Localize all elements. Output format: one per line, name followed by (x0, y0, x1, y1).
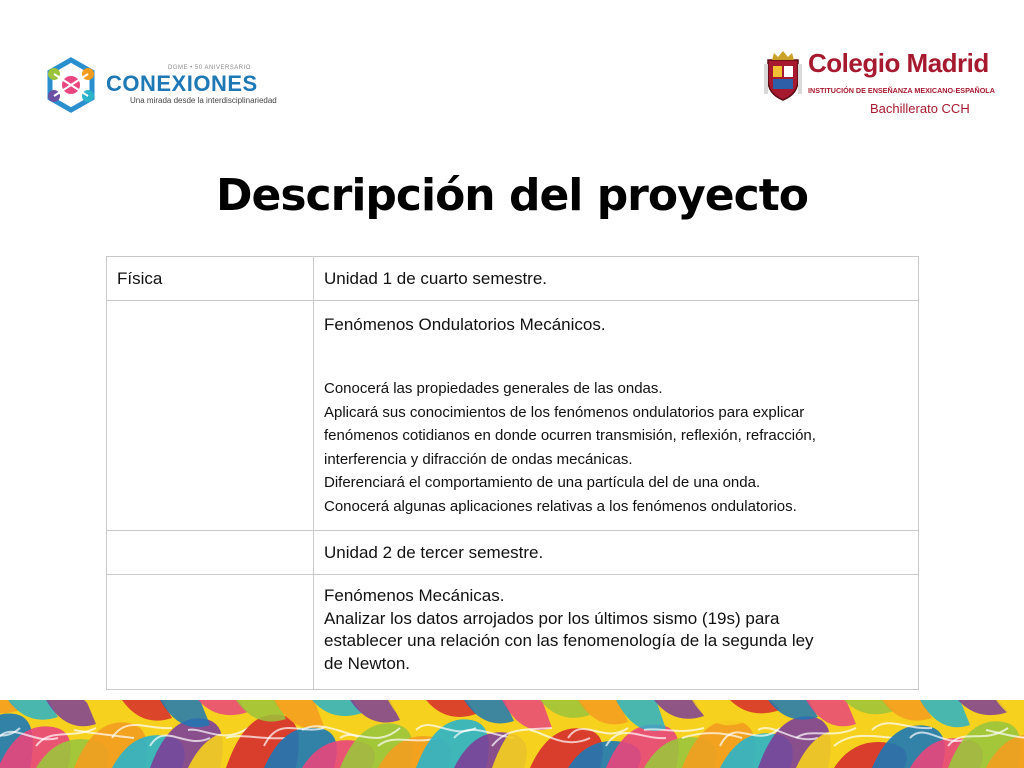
objective-line: Conocerá algunas aplicaciones relativas a los fenómenos ondulatorios. (324, 497, 797, 515)
table-row (107, 575, 919, 690)
unit-cell: Unidad 2 de tercer semestre. (314, 531, 919, 575)
description-line: Fenómenos Mecánicas. (324, 586, 505, 605)
table-row (107, 301, 919, 531)
description-line: de Newton. (324, 653, 410, 673)
table-row (107, 531, 919, 575)
subject-cell: Física (107, 257, 314, 301)
empty-cell (107, 301, 314, 531)
description-line: establecer una relación con las fenomenología de la segunda ley (324, 631, 814, 650)
topic-heading: Fenómenos Ondulatorios Mecánicos. (324, 315, 606, 334)
project-description-table (106, 256, 919, 690)
objective-line: Diferenciará el comportamiento de una partícula del de una onda. (324, 474, 761, 491)
unit-description-cell (314, 301, 919, 531)
colegio-name: Colegio Madrid (808, 48, 989, 78)
objective-line: fenómenos cotidianos en donde ocurren transmisión, reflexión, refracción, (324, 427, 816, 444)
conexiones-subtitle: Una mirada desde la interdisciplinariedad (130, 96, 277, 105)
unit-cell: Unidad 1 de cuarto semestre. (314, 257, 919, 301)
colegio-madrid-logo (762, 48, 995, 120)
table-row (107, 257, 919, 301)
empty-cell (107, 575, 314, 690)
conexiones-tagline: DGME • 50 ANIVERSARIO (168, 65, 251, 71)
description-line: Analizar los datos arrojados por los últimos sismo (19s) para (324, 608, 780, 628)
page-title: Descripción del proyecto (216, 170, 808, 221)
conexiones-name: CONEXIONES (106, 71, 258, 96)
colegio-program: Bachillerato CCH (870, 101, 970, 116)
colegio-institution: INSTITUCIÓN DE ENSEÑANZA MEXICANO-ESPAÑOLA (808, 86, 995, 95)
coat-of-arms-icon (762, 50, 804, 102)
conexiones-logo (40, 55, 275, 115)
empty-cell (107, 531, 314, 575)
objective-line: interferencia y difracción de ondas mecánicas. (324, 450, 633, 468)
objective-line: Conocerá las propiedades generales de las ondas. (324, 380, 663, 397)
decorative-band (0, 700, 1024, 768)
conexiones-emblem-icon (40, 57, 102, 113)
objective-line: Aplicará sus conocimientos de los fenómenos ondulatorios para explicar (324, 403, 805, 421)
unit-description-cell (314, 575, 919, 690)
